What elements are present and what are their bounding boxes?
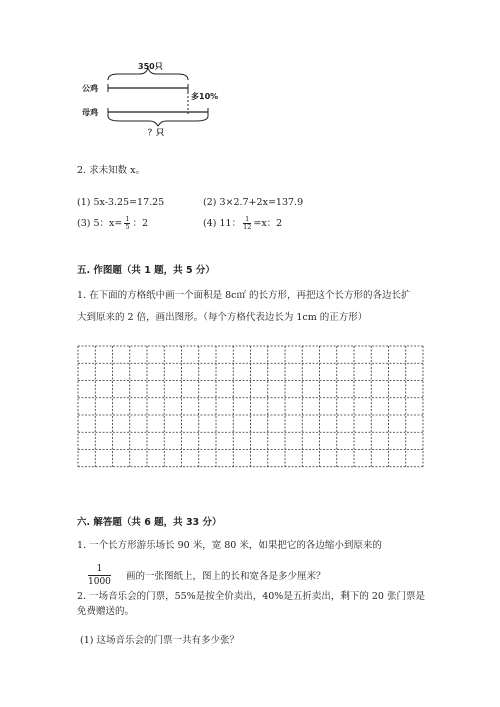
section6-q1-line1: 1. 一个长方形游乐场长 90 米，宽 80 米，如果把它的各边缩小到原来的 xyxy=(77,540,382,551)
square-grid[interactable] xyxy=(77,345,424,468)
fraction: $\frac{1}{12}$ xyxy=(243,215,252,231)
diagram-bottom-label: ？只 xyxy=(148,128,164,137)
section5-heading: 五. 作图题（共 1 题，共 5 分） xyxy=(77,265,215,276)
section6-q1-fraction: $\frac{1}{1000}$ xyxy=(88,564,111,587)
section5-q1-line1: 1. 在下面的方格纸中画一个面积是 8c㎡ 的长方形，再把这个长方形的各边长扩 xyxy=(77,290,411,301)
segment-diagram xyxy=(0,0,500,150)
q2-problem-4: (4) 11： $\frac{1}{12}$ =x：2 xyxy=(203,215,283,231)
section5-q1-line2: 大到原来的 2 倍，画出图形。（每个方格代表边长为 1cm 的正方形） xyxy=(77,312,368,323)
q2-title: 2. 求未知数 x。 xyxy=(77,165,145,176)
diagram-rooster-label: 公鸡 xyxy=(82,84,98,93)
diagram-more-label: 多10% xyxy=(191,92,219,101)
q2-problem-3: (3) 5：x= $\frac{1}{5}$ ：2 xyxy=(77,215,149,231)
section6-q2-line2: 免费赠送的。 xyxy=(77,606,135,617)
q2-problem-1: (1) 5x-3.25=17.25 xyxy=(77,197,165,208)
fraction: $\frac{1}{5}$ xyxy=(125,215,130,231)
section6-q2-line1: 2. 一场音乐会的门票，55%是按全价卖出，40%是五折卖出，剩下的 20 张门票是 xyxy=(77,591,425,602)
diagram-hen-label: 母鸡 xyxy=(82,108,98,117)
section6-heading: 六. 解答题（共 6 题，共 33 分） xyxy=(77,517,222,528)
section6-q2-sub1: (1) 这场音乐会的门票一共有多少张？ xyxy=(80,635,239,646)
bottom-brace xyxy=(108,116,208,126)
diagram-top-label: 350只 xyxy=(138,62,163,71)
q2-problem-2: (2) 3×2.7+2x=137.9 xyxy=(203,197,304,208)
section6-q1-line2: 画的一张图纸上，图上的长和宽各是多少厘米？ xyxy=(126,571,326,582)
